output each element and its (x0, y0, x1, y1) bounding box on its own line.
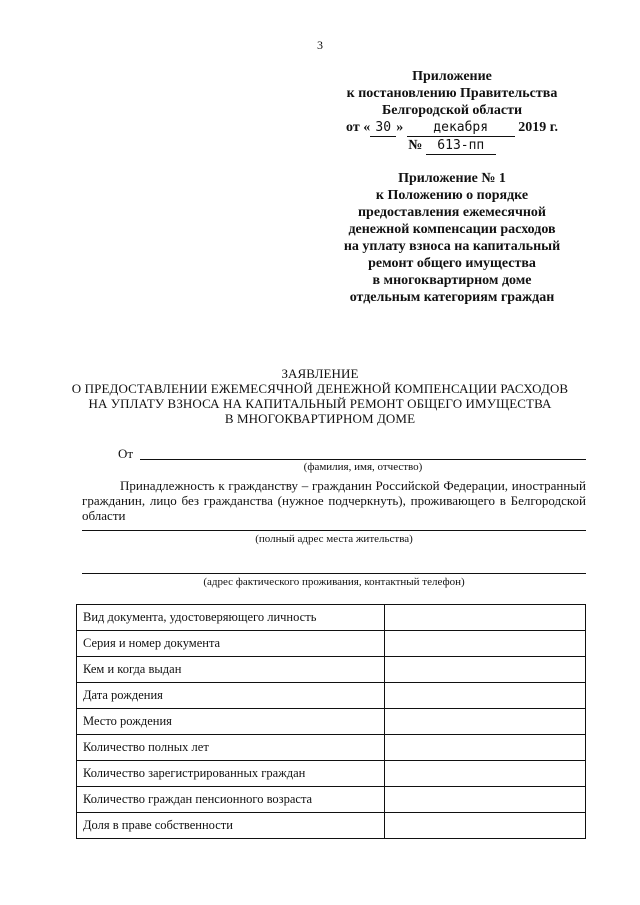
row-label: Вид документа, удостоверяющего личность (77, 605, 385, 631)
annex-date-line (312, 119, 592, 137)
number-label: № (408, 138, 423, 153)
actual-address-caption: (адрес фактического проживания, контактный телефон) (203, 576, 465, 588)
table-row (77, 813, 586, 839)
table-row (77, 605, 586, 631)
row-label: Место рождения (77, 709, 385, 735)
annex1-line: на уплату взноса на капитальный (343, 239, 561, 254)
annex-resolution-line: к постановлению Правительства (346, 86, 558, 101)
table-row (77, 631, 586, 657)
page-number: 3 (317, 38, 323, 52)
annex-region-line: Белгородской области (381, 103, 523, 118)
row-label: Количество полных лет (77, 735, 385, 761)
annex-number-line (312, 137, 592, 155)
citizenship-paragraph: Принадлежность к гражданству – гражданин Российской Федерации, иностранный гражданин, лицо без гражданства (нужное подчеркнуть), проживающего в Белгородской области (82, 478, 586, 523)
annex-header (312, 68, 592, 155)
title-line: В МНОГОКВАРТИРНОМ ДОМЕ (224, 411, 416, 426)
row-value-field[interactable] (385, 709, 586, 735)
number-field: 613-пп (426, 137, 496, 155)
date-open-quote: « (363, 120, 371, 135)
table-row (77, 735, 586, 761)
row-value-field[interactable] (385, 787, 586, 813)
actual-address-field[interactable] (82, 573, 586, 574)
row-value-field[interactable] (385, 761, 586, 787)
row-value-field[interactable] (385, 657, 586, 683)
row-value-field[interactable] (385, 735, 586, 761)
annex-title: Приложение (412, 69, 492, 84)
table-row (77, 683, 586, 709)
annex1-line: ремонт общего имущества (368, 256, 536, 271)
row-label: Количество граждан пенсионного возраста (77, 787, 385, 813)
table-row (77, 761, 586, 787)
applicant-data-table (76, 604, 586, 839)
date-day-field: 30 (370, 119, 396, 137)
row-label: Дата рождения (77, 683, 385, 709)
table-row (77, 709, 586, 735)
application-title (60, 366, 580, 426)
annex1-line: предоставления ежемесячной (357, 205, 546, 220)
full-address-field[interactable] (82, 530, 586, 531)
title-line: ЗАЯВЛЕНИЕ (281, 366, 359, 381)
annex1-line: к Положению о порядке (375, 188, 529, 203)
title-line: НА УПЛАТУ ВЗНОСА НА КАПИТАЛЬНЫЙ РЕМОНТ ОБЩЕГО ИМУЩЕСТВА (88, 396, 552, 411)
row-label: Количество зарегистрированных граждан (77, 761, 385, 787)
from-caption: (фамилия, имя, отчество) (303, 461, 423, 473)
row-value-field[interactable] (385, 683, 586, 709)
date-close-quote: » (396, 120, 404, 135)
row-value-field[interactable] (385, 813, 586, 839)
annex1-line: в многоквартирном доме (372, 273, 532, 288)
table-row (77, 787, 586, 813)
from-label: От (118, 446, 134, 461)
row-value-field[interactable] (385, 631, 586, 657)
row-label: Доля в праве собственности (77, 813, 385, 839)
date-from: от (346, 120, 360, 135)
date-year: 2019 г. (518, 120, 558, 135)
row-value-field[interactable] (385, 605, 586, 631)
row-label: Серия и номер документа (77, 631, 385, 657)
annex1-line: Приложение № 1 (398, 171, 506, 186)
annex1-line: денежной компенсации расходов (348, 222, 556, 237)
title-line: О ПРЕДОСТАВЛЕНИИ ЕЖЕМЕСЯЧНОЙ ДЕНЕЖНОЙ КОМПЕНСАЦИИ РАСХОДОВ (71, 381, 569, 396)
table-row (77, 657, 586, 683)
annex1-header (312, 170, 592, 306)
address-caption: (полный адрес места жительства) (255, 533, 413, 545)
row-label: Кем и когда выдан (77, 657, 385, 683)
from-name-field[interactable] (140, 459, 586, 460)
annex1-line: отдельным категориям граждан (349, 290, 555, 305)
date-month-field: декабря (407, 119, 515, 137)
